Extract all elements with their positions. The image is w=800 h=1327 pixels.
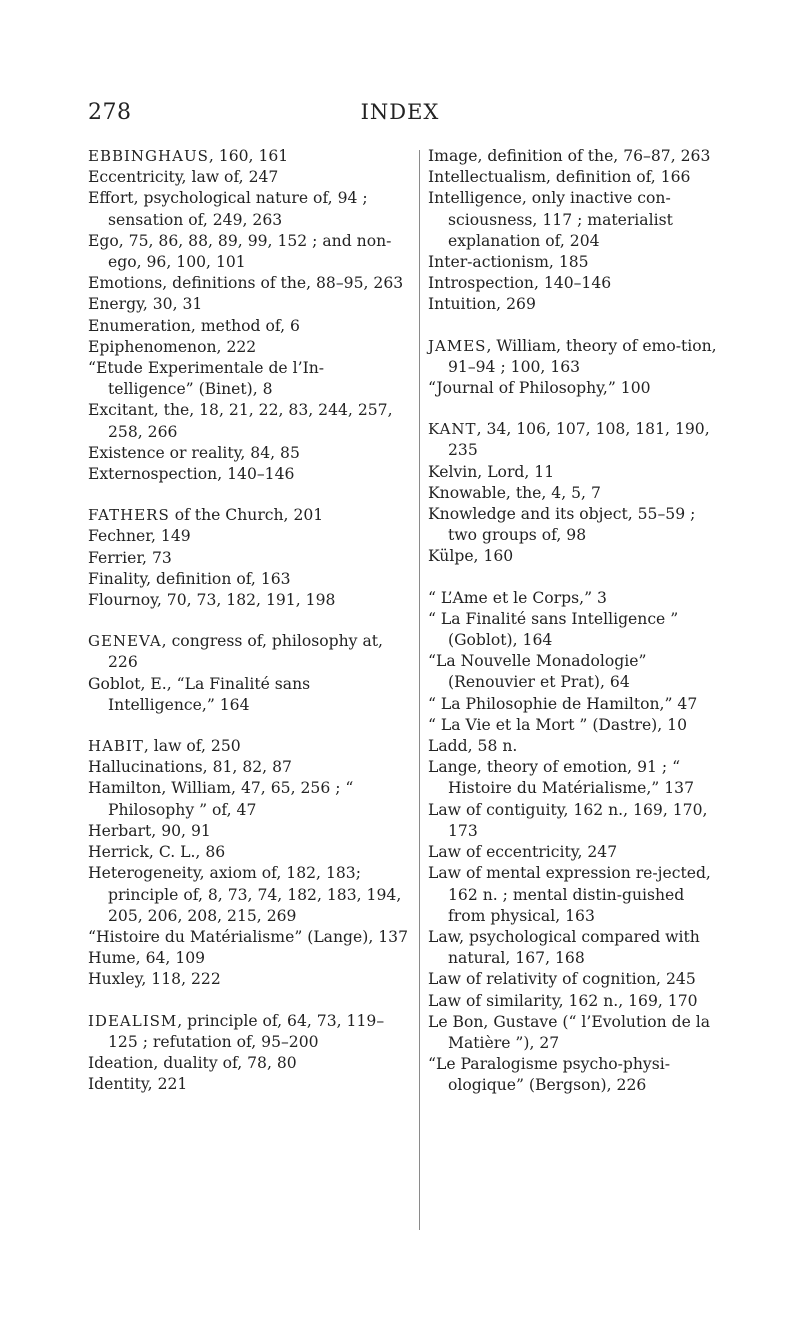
index-entry-text: , 160, 161 xyxy=(208,147,289,165)
index-entry-text: “ La Philosophie de Hamilton,” 47 xyxy=(428,694,698,713)
index-entry-lead: EBBINGHAUS xyxy=(88,147,209,165)
index-entry-text: Enumeration, method of, 6 xyxy=(88,316,300,335)
index-entry-text: “Le Paralogisme psycho-physi-ologique” (Bergson), 226 xyxy=(428,1055,670,1095)
index-entry-text: Külpe, 160 xyxy=(428,547,514,566)
index-entry-lead: FATHERS xyxy=(88,506,170,525)
index-letter-group xyxy=(88,736,408,990)
index-entry xyxy=(428,927,726,969)
index-entry xyxy=(428,167,726,188)
index-entry xyxy=(428,651,726,693)
index-entry xyxy=(428,378,726,399)
index-entry-text: Introspection, 140–146 xyxy=(428,274,612,293)
index-entry xyxy=(88,863,408,927)
index-entry-text: Image, definition of the, 76–87, 263 xyxy=(428,147,711,165)
index-entry xyxy=(428,336,726,378)
index-entry xyxy=(428,146,726,167)
index-entry xyxy=(428,273,726,294)
index-letter-group xyxy=(428,146,726,316)
index-entry-text: Eccentricity, law of, 247 xyxy=(88,168,279,187)
index-letter-group xyxy=(88,505,408,611)
index-entry-text: Existence or reality, 84, 85 xyxy=(88,443,300,462)
index-entry-text: Herbart, 90, 91 xyxy=(88,821,211,840)
index-letter-group xyxy=(88,631,408,716)
index-entry-text: “La Nouvelle Monadologie” (Renouvier et Prat), 64 xyxy=(428,652,647,692)
index-entry xyxy=(428,419,726,461)
index-entry xyxy=(428,1012,726,1054)
index-entry-text: Intuition, 269 xyxy=(428,295,536,314)
index-entry-text: of the Church, 201 xyxy=(169,506,324,525)
index-letter-group xyxy=(88,146,408,485)
index-entry xyxy=(428,188,726,252)
index-entry xyxy=(428,588,726,609)
index-entry-text: Flournoy, 70, 73, 182, 191, 198 xyxy=(88,591,336,610)
index-entry-text: Hallucinations, 81, 82, 87 xyxy=(88,758,292,777)
index-letter-group xyxy=(428,588,726,1097)
index-entry xyxy=(88,590,408,611)
index-entry xyxy=(88,443,408,464)
index-entry-text: Finality, definition of, 163 xyxy=(88,569,291,588)
index-entry-text: Identity, 221 xyxy=(88,1075,188,1094)
index-entry xyxy=(88,526,408,547)
index-entry xyxy=(428,736,726,757)
index-entry xyxy=(428,715,726,736)
index-entry xyxy=(428,842,726,863)
index-entry xyxy=(428,863,726,927)
index-entry-lead: KANT xyxy=(428,420,477,439)
index-entry-text: Ladd, 58 n. xyxy=(428,737,518,756)
index-entry-text: “ La Vie et la Mort ” (Dastre), 10 xyxy=(428,715,688,734)
index-entry xyxy=(88,294,408,315)
index-entry-text: “Journal of Philosophy,” 100 xyxy=(428,379,651,398)
index-entry-text: , William, theory of emo-tion, 91–94 ; 100, 163 xyxy=(448,336,717,376)
index-entry-text: Intellectualism, definition of, 166 xyxy=(428,168,691,187)
index-entry-text: Knowledge and its object, 55–59 ; two groups of, 98 xyxy=(428,505,696,545)
index-entry xyxy=(88,358,408,400)
index-entry-lead: HABIT xyxy=(88,737,144,756)
index-entry xyxy=(88,736,408,757)
index-entry xyxy=(428,609,726,651)
index-entry xyxy=(88,273,408,294)
index-entry-text: , principle of, 64, 73, 119–125 ; refutation of, 95–200 xyxy=(108,1011,385,1051)
index-entry-text: Heterogeneity, axiom of, 182, 183; principle of, 8, 73, 74, 182, 183, 194, 205, 206, 208, 215, 269 xyxy=(88,864,402,925)
index-entry xyxy=(88,778,408,820)
index-entry xyxy=(428,294,726,315)
left-index-column xyxy=(88,146,408,1115)
index-entry xyxy=(88,569,408,590)
index-entry-text: Le Bon, Gustave (“ l’Evolution de la Matière ”), 27 xyxy=(428,1012,711,1052)
index-entry-text: Externospection, 140–146 xyxy=(88,465,295,484)
index-entry xyxy=(428,462,726,483)
index-entry-text: Huxley, 118, 222 xyxy=(88,970,221,989)
index-entry-text: Effort, psychological nature of, 94 ; sensation of, 249, 263 xyxy=(88,189,368,229)
right-index-column xyxy=(428,146,726,1117)
index-entry-text: “Histoire du Matérialisme” (Lange), 137 xyxy=(88,927,408,946)
index-entry-text: “ La Finalité sans Intelligence ” (Goblot), 164 xyxy=(428,609,679,650)
index-entry xyxy=(428,546,726,567)
index-entry-text: Fechner, 149 xyxy=(88,527,191,546)
index-entry xyxy=(428,800,726,842)
index-entry-lead: JAMES xyxy=(428,336,487,355)
index-entry-text: Goblot, E., “La Finalité sans Intelligence,” 164 xyxy=(88,674,311,714)
column-divider xyxy=(419,150,420,1230)
index-entry-text: Intelligence, only inactive con-sciousness, 117 ; materialist explanation of, 204 xyxy=(428,189,673,250)
index-entry-lead: GENEVA xyxy=(88,632,162,651)
index-entry xyxy=(88,146,408,167)
index-entry-text: Law of mental expression re-jected, 162 n. ; mental distin-guished from physical, 163 xyxy=(428,864,711,925)
index-entry xyxy=(88,631,408,673)
index-entry xyxy=(88,505,408,526)
index-entry xyxy=(88,400,408,442)
index-entry-text: Excitant, the, 18, 21, 22, 83, 244, 257, 258, 266 xyxy=(88,401,393,441)
index-entry xyxy=(428,252,726,273)
index-letter-group xyxy=(428,419,726,567)
index-entry-text: Ego, 75, 86, 88, 89, 99, 152 ; and non-ego, 96, 100, 101 xyxy=(88,231,392,272)
index-entry-text: , congress of, philosophy at, 226 xyxy=(108,632,383,672)
index-entry xyxy=(88,548,408,569)
index-entry xyxy=(88,969,408,990)
index-entry xyxy=(88,948,408,969)
index-entry-text: , law of, 250 xyxy=(143,737,241,756)
index-entry-text: Knowable, the, 4, 5, 7 xyxy=(428,483,601,502)
index-entry xyxy=(428,504,726,546)
index-entry xyxy=(88,337,408,358)
index-entry xyxy=(88,927,408,948)
page-number: 278 xyxy=(88,100,132,125)
index-entry-text: Hamilton, William, 47, 65, 256 ; “ Philosophy ” of, 47 xyxy=(88,779,354,819)
index-entry xyxy=(428,483,726,504)
index-entry-text: Lange, theory of emotion, 91 ; “ Histoire du Matérialisme,” 137 xyxy=(428,758,694,798)
index-entry xyxy=(88,231,408,273)
index-entry-text: Herrick, C. L., 86 xyxy=(88,843,226,862)
running-head xyxy=(88,100,712,132)
page-title: INDEX xyxy=(360,100,440,124)
index-entry-text: Law of contiguity, 162 n., 169, 170, 173 xyxy=(428,800,708,840)
index-entry xyxy=(428,694,726,715)
index-entry xyxy=(428,991,726,1012)
index-entry xyxy=(88,464,408,485)
index-entry xyxy=(88,1011,408,1053)
index-entry xyxy=(88,674,408,716)
index-entry-lead: IDEALISM xyxy=(88,1011,178,1030)
index-entry-text: Emotions, definitions of the, 88–95, 263 xyxy=(88,274,404,293)
index-entry-text: Law of similarity, 162 n., 169, 170 xyxy=(428,991,698,1010)
index-entry-text: Law, psychological compared with natural, 167, 168 xyxy=(428,927,700,968)
index-entry-text: Inter-actionism, 185 xyxy=(428,253,589,272)
index-entry xyxy=(428,1054,726,1096)
index-letter-group xyxy=(428,336,726,400)
index-letter-group xyxy=(88,1011,408,1096)
index-entry-text: Ferrier, 73 xyxy=(88,548,172,567)
index-entry xyxy=(88,757,408,778)
index-entry-text: Epiphenomenon, 222 xyxy=(88,337,257,356)
index-entry-text: “Etude Experimentale de l’In-telligence” (Binet), 8 xyxy=(88,359,325,399)
index-entry xyxy=(88,1053,408,1074)
index-entry xyxy=(88,188,408,230)
index-entry-text: Law of relativity of cognition, 245 xyxy=(428,970,696,989)
index-entry xyxy=(88,1074,408,1095)
index-entry xyxy=(88,842,408,863)
index-entry-text: “ L’Ame et le Corps,” 3 xyxy=(428,588,607,607)
index-entry-text: Energy, 30, 31 xyxy=(88,295,203,314)
index-entry xyxy=(88,316,408,337)
index-entry xyxy=(428,969,726,990)
index-entry-text: Ideation, duality of, 78, 80 xyxy=(88,1053,297,1072)
index-entry xyxy=(428,757,726,799)
index-entry-text: Kelvin, Lord, 11 xyxy=(428,462,555,481)
index-entry-text: Law of eccentricity, 247 xyxy=(428,843,618,862)
index-entry-text: , 34, 106, 107, 108, 181, 190, 235 xyxy=(448,420,710,460)
index-entry xyxy=(88,821,408,842)
index-entry-text: Hume, 64, 109 xyxy=(88,949,206,968)
index-entry xyxy=(88,167,408,188)
